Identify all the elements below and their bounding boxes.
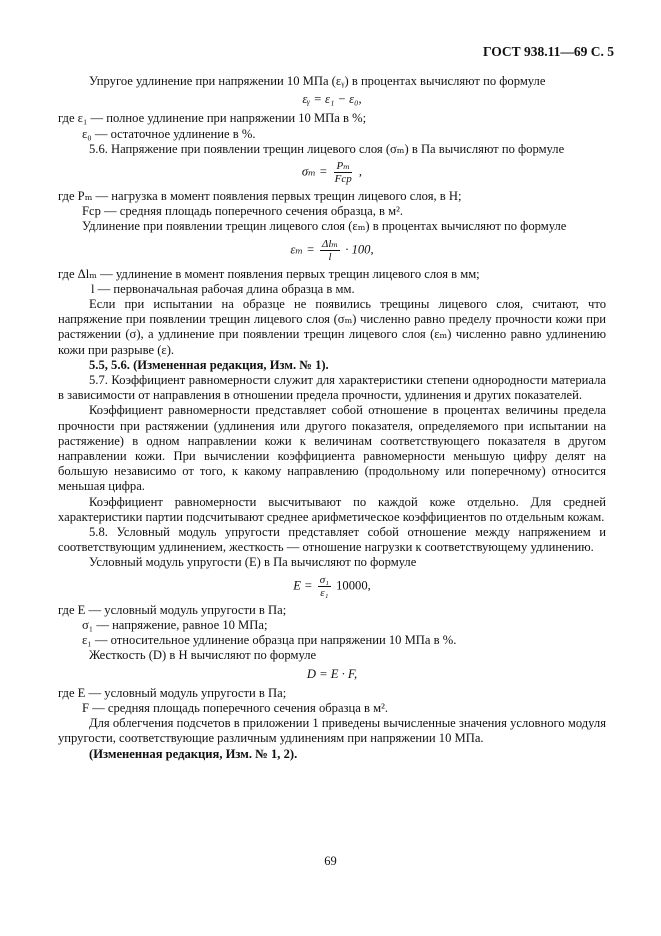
paragraph: l — первоначальная рабочая длина образца в мм. <box>91 281 355 296</box>
formula <box>58 160 606 185</box>
denominator: Fср <box>334 173 352 186</box>
formula: D = E · F, <box>306 666 358 681</box>
paragraph: Коэффициент равномерности представляет собой отношение в процентах величины предела прочности при растяжении (удлинения или другого показателя, определяемого при испытании на растяжение) в одном направлении кожи к величинам соответствующего показателя в другом направлении кожи. При вычислении коэффициента равномерности меньшую цифру делят на большую независимо от того, к какому направлению (продольному или поперечному) относится меньшая цифра. <box>58 403 606 494</box>
paragraph: Если при испытании на образце не появились трещины лицевого слоя, считают, что напряжение при появлении трещин лицевого слоя (σₘ) численно равно пределу прочности кожи при растяжении (σ), а удлинение при появлении трещин лицевого слоя (εₘ) численно равно удлинению кожи при разрыве (ε). <box>58 297 606 357</box>
paragraph: где ε₁ — полное удлинение при напряжении 10 МПа в %; <box>58 111 367 126</box>
page-header: ГОСТ 938.11—69 С. 5 <box>482 44 614 59</box>
formula-lhs: σₘ = <box>301 164 328 179</box>
paragraph: 5.6. Напряжение при появлении трещин лицевого слоя (σₘ) в Па вычисляют по формуле <box>89 141 565 156</box>
formula-tail: · 100, <box>345 242 374 257</box>
paragraph: σ₁ — напряжение, равное 10 МПа; <box>82 617 268 632</box>
formula-lhs: εₘ = <box>290 242 315 257</box>
document-body <box>58 74 606 762</box>
fraction <box>333 160 354 185</box>
paragraph: Жесткость (D) в Н вычисляют по формуле <box>89 648 317 663</box>
formula-tail: , <box>358 164 363 179</box>
paragraph: 5.7. Коэффициент равномерности служит для характеристики степени однородности материала в зависимости от направления в отношении предела прочности, удлинения и других показателей. <box>58 373 606 403</box>
paragraph: где Pₘ — нагрузка в момент появления первых трещин лицевого слоя, в Н; <box>58 189 462 204</box>
formula <box>58 574 606 599</box>
amendment-note: 5.5, 5.6. (Измененная редакция, Изм. № 1). <box>89 357 329 372</box>
page-number: 69 <box>324 854 337 868</box>
paragraph: ε₁ — относительное удлинение образца при напряжении 10 МПа в %. <box>82 633 457 648</box>
paragraph: где E — условный модуль упругости в Па; <box>58 602 287 617</box>
formula-tail: 10000, <box>336 578 371 593</box>
paragraph: Fср — средняя площадь поперечного сечения образца, в м². <box>82 204 404 219</box>
paragraph: Условный модуль упругости (E) в Па вычисляют по формуле <box>89 555 417 570</box>
formula <box>58 238 606 263</box>
amendment-note: (Измененная редакция, Изм. № 1, 2). <box>89 746 298 761</box>
paragraph: ε₀ — остаточное удлинение в %. <box>82 126 256 141</box>
paragraph: где Δlₘ — удлинение в момент появления первых трещин лицевого слоя в мм; <box>58 266 480 281</box>
denominator: ε₁ <box>320 586 329 599</box>
paragraph: где E — условный модуль упругости в Па; <box>58 685 287 700</box>
formula-lhs: E = <box>293 578 313 593</box>
denominator: l <box>328 250 332 263</box>
numerator: Δlₘ <box>321 237 339 250</box>
paragraph: F — средняя площадь поперечного сечения образца в м². <box>82 700 388 715</box>
fraction <box>318 574 331 599</box>
numerator: Pₘ <box>336 160 350 173</box>
paragraph: Упругое удлинение при напряжении 10 МПа (εᵧ) в процентах вычисляют по формуле <box>89 74 546 88</box>
paragraph: Коэффициент равномерности высчитывают по каждой коже отдельно. Для средней характеристики партии подсчитывают среднее арифметическое коэффициентов по отдельным кожам. <box>58 494 606 524</box>
fraction <box>320 238 340 263</box>
formula: εᵧ = ε₁ − ε₀, <box>302 92 362 107</box>
paragraph: Удлинение при появлении трещин лицевого слоя (εₘ) в процентах вычисляют по формуле <box>82 219 567 234</box>
paragraph: 5.8. Условный модуль упругости представляет собой отношение между напряжением и соответствующим удлинением, жесткость — отношение нагрузки к соответствующему удлинению. <box>58 525 606 555</box>
paragraph: Для облегчения подсчетов в приложении 1 приведены вычисленные значения условного модуля упругости, соответствующие различным удлинениям при напряжении 10 МПа. <box>58 716 606 746</box>
numerator: σ₁ <box>319 573 329 586</box>
